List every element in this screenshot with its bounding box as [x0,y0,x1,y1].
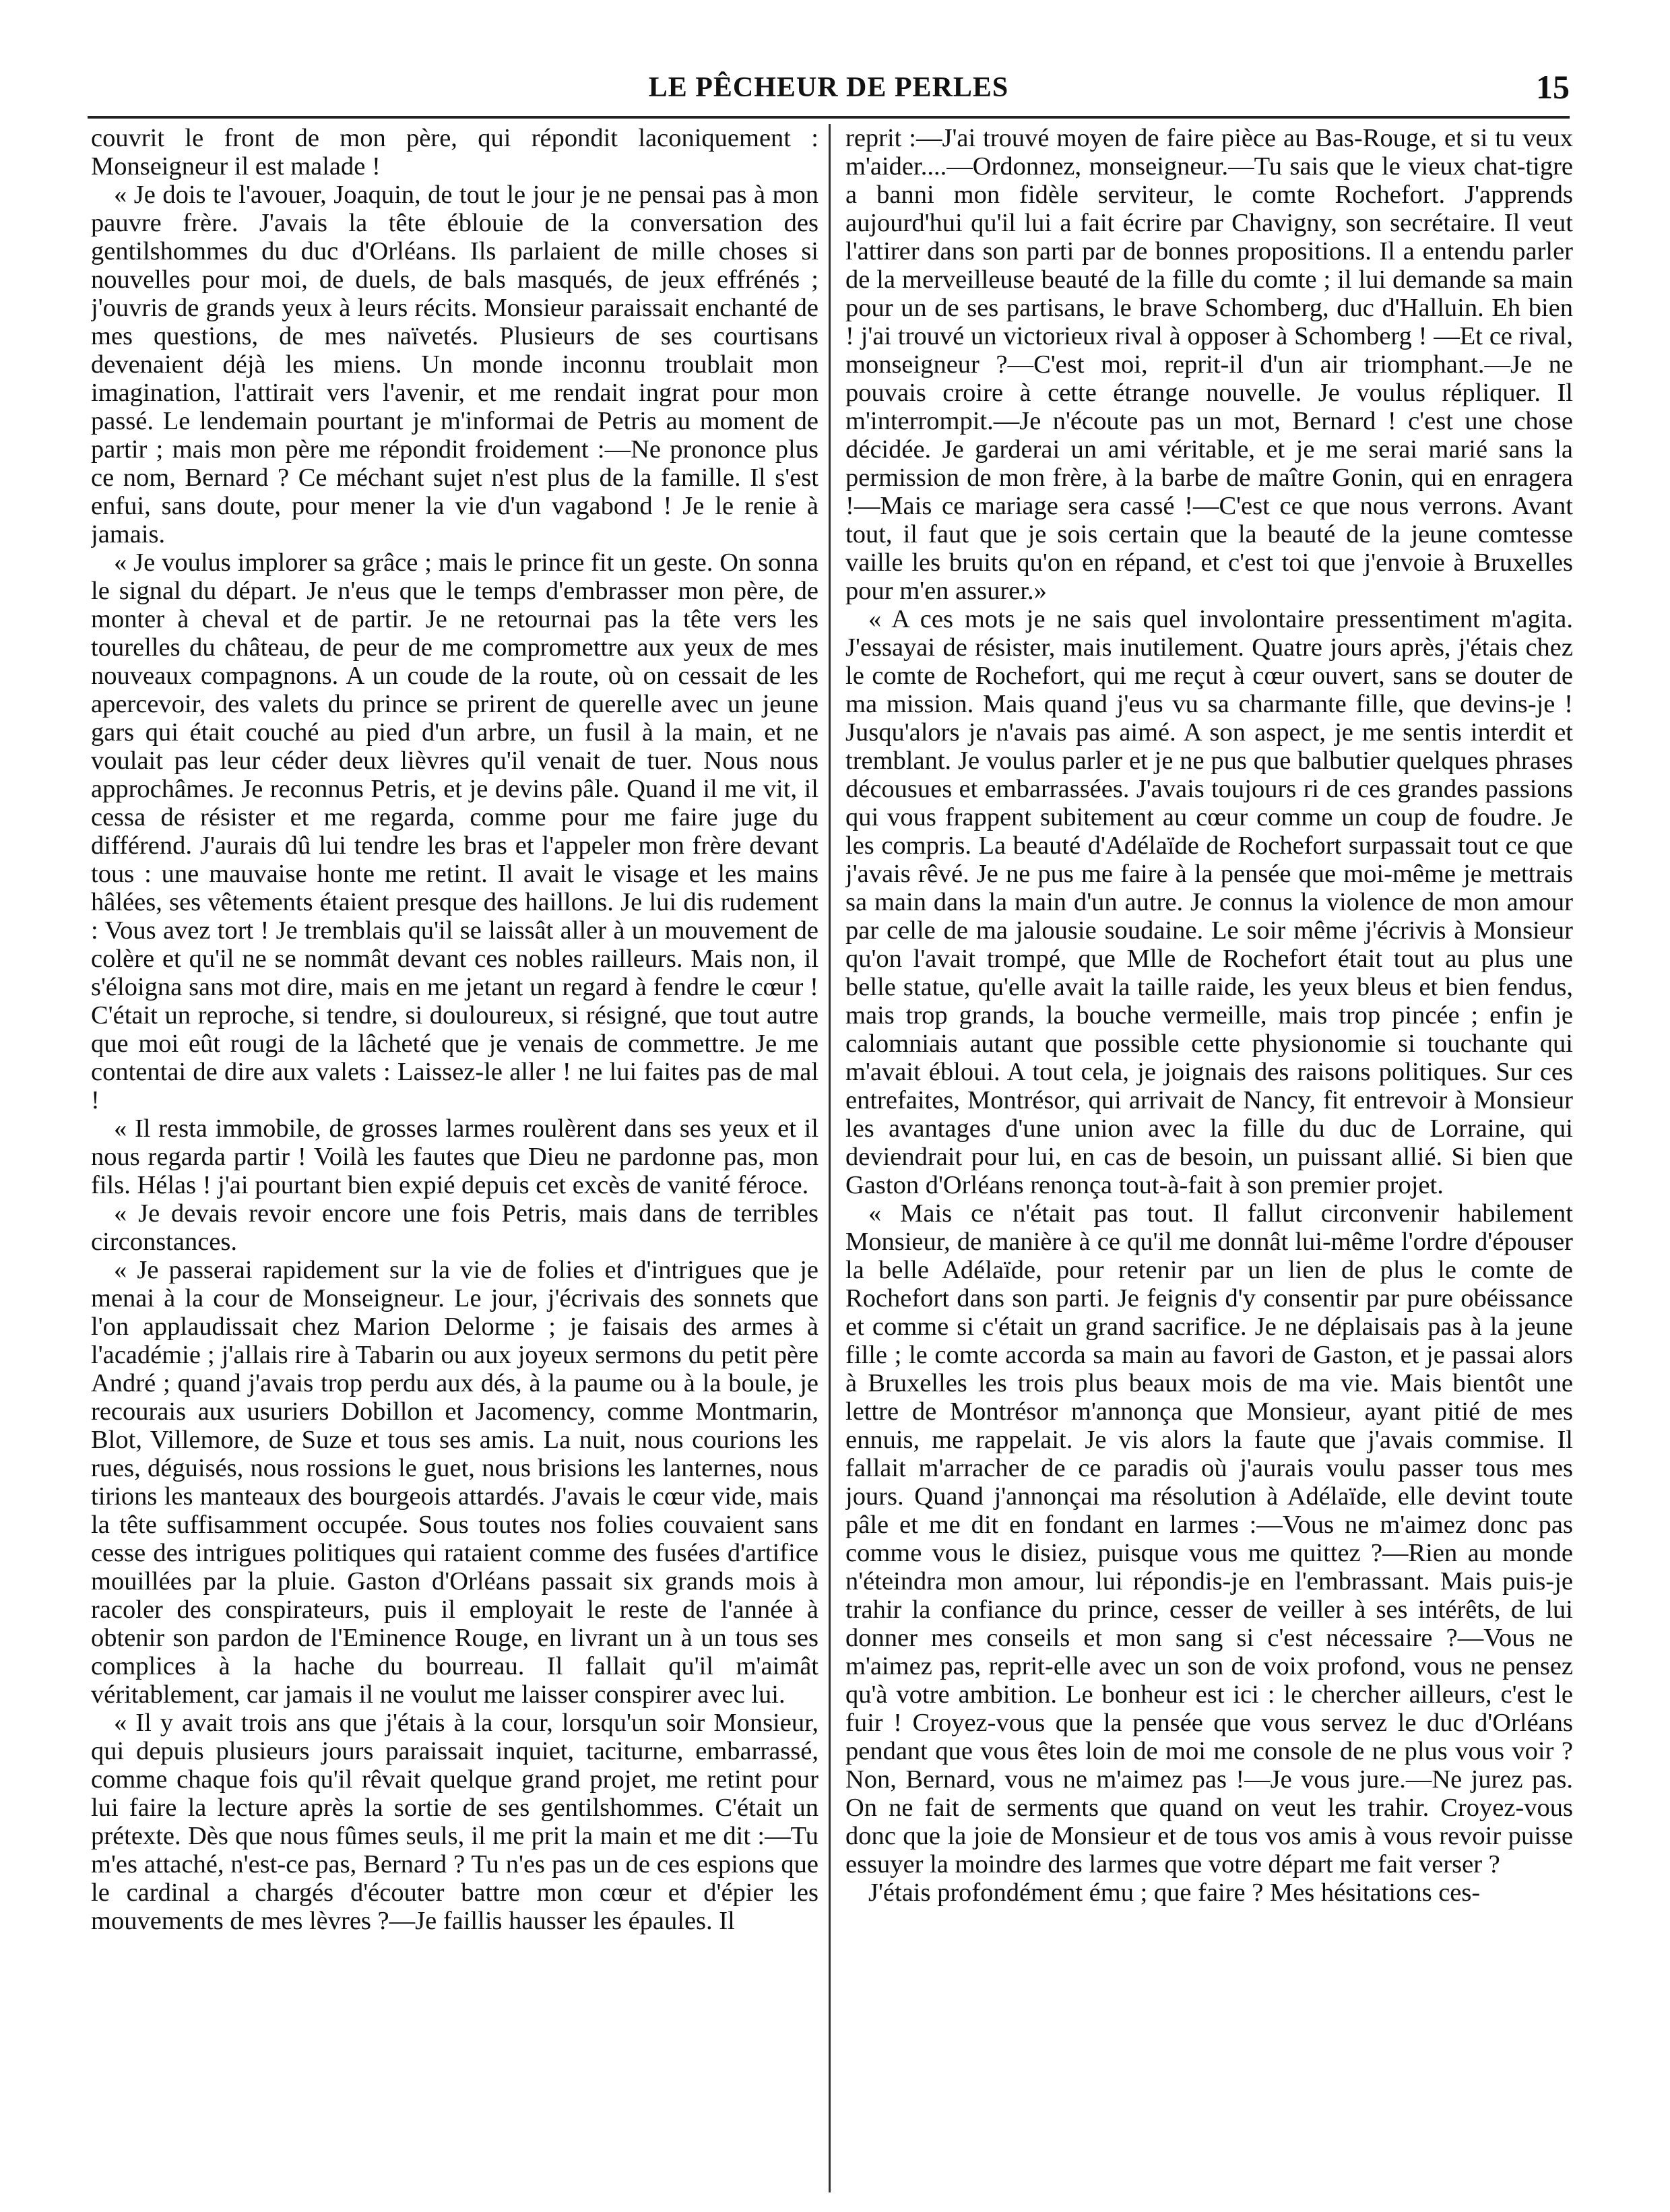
running-title: LE PÊCHEUR DE PERLES [648,72,1009,103]
paragraph: « Je devais revoir encore une fois Petris, mais dans de terribles circonstances. [91,1199,818,1256]
paragraph: « Mais ce n'était pas tout. Il fallut circonvenir habilement Monsieur, de manière à ce qu'il me donnât lui-même l'ordre d'épouser la belle Adélaïde, pour retenir par un lien de plus le comte de Rochefort dans son parti. Je feignis d'y consentir par pure obéissance et comme si c'était un grand sacrifice. Je ne déplaisais pas à la jeune fille ; le comte accorda sa main au favori de Gaston, et je passai alors à Bruxelles les trois plus beaux mois de ma vie. Mais bientôt une lettre de Montrésor m'annonça que Monsieur, ayant pitié de mes ennuis, me rappelait. Je vis alors la faute que j'avais commise. Il fallait m'arracher de ce paradis où j'aurais voulu passer tous mes jours. Quand j'annonçai ma résolution à Adélaïde, elle devint toute pâle et me dit en fondant en larmes :—Vous ne m'aimez donc pas comme vous le disiez, puisque vous me quittez ?—Rien au monde n'éteindra mon amour, lui répondis-je en l'embrassant. Mais puis-je trahir la confiance du prince, cesser de veiller à ses intérêts, de lui donner mes conseils et mon sang si c'est nécessaire ?—Vous ne m'aimez pas, reprit-elle avec un son de voix profond, vous ne pensez qu'à votre ambition. Le bonheur est ici : le chercher ailleurs, c'est le fuir ! Croyez-vous que la pensée que vous servez le duc d'Orléans pendant que vous êtes loin de moi me console de ne plus vous voir ? Non, Bernard, vous ne m'aimez pas !—Je vous jure.—Ne jurez pas. On ne fait de serments que quand on veut les trahir. Croyez-vous donc que la joie de Monsieur et de tous vos amis à vous revoir puisse essuyer la moindre des larmes que votre départ me fait verser ? [845,1199,1573,1878]
paragraph: « Je voulus implorer sa grâce ; mais le prince fit un geste. On sonna le signal du départ. Je n'eus que le temps d'embrasser mon père, de monter à cheval et de partir. Je ne retournai pas la tête vers les tourelles du château, de peur de me compromettre aux yeux de mes nouveaux compagnons. A un coude de la route, où on cessait de les apercevoir, des valets du prince se prirent de querelle avec un jeune gars qui était couché au pied d'un arbre, un fusil à la main, et ne voulait pas leur céder deux lièvres qu'il venait de tuer. Nous nous approchâmes. Je reconnus Petris, et je devins pâle. Quand il me vit, il cessa de résister et me regarda, comme pour me faire juge du différend. J'aurais dû lui tendre les bras et l'appeler mon frère devant tous : une mauvaise honte me retint. Il avait le visage et les mains hâlées, ses vêtements étaient presque des haillons. Je lui dis rudement : Vous avez tort ! Je tremblais qu'il se laissât aller à un mouvement de colère et qu'il ne se nommât devant ces nobles railleurs. Mais non, il s'éloigna sans mot dire, mais en me jetant un regard à fendre le cœur ! C'était un reproche, si tendre, si douloureux, si résigné, que tout autre que moi eût rougi de la lâcheté que je venais de commettre. Je me contentai de dire aux valets : Laissez-le aller ! ne lui faites pas de mal ! [91,548,818,1114]
paragraph: « Je passerai rapidement sur la vie de folies et d'intrigues que je menai à la cour de Monseigneur. Le jour, j'écrivais des sonnets que l'on applaudissait chez Marion Delorme ; je faisais des armes à l'académie ; j'allais rire à Tabarin ou aux joyeux sermons du petit père André ; quand j'avais trop perdu aux dés, à la paume ou à la boule, je recourais aux usuriers Dobillon et Jacomency, comme Montmarin, Blot, Villemore, de Suze et tous ses amis. La nuit, nous courions les rues, déguisés, nous rossions le guet, nous brisions les lanternes, nous tirions les manteaux des bourgeois attardés. J'avais le cœur vide, mais la tête suffisamment occupée. Sous toutes nos folies couvaient sans cesse des intrigues politiques qui rataient comme des fusées d'artifice mouillées par la pluie. Gaston d'Orléans passait six grands mois à racoler des conspirateurs, puis il employait le reste de l'année à obtenir son pardon de l'Eminence Rouge, en livrant un à un tous ses complices à la hache du bourreau. Il fallait qu'il m'aimât véritablement, car jamais il ne voulut me laisser conspirer avec lui. [91,1256,818,1709]
paragraph: J'étais profondément ému ; que faire ? Mes hésitations ces- [868,1878,1481,1907]
paragraph: « Je dois te l'avouer, Joaquin, de tout le jour je ne pensai pas à mon pauvre frère. J'avais la tête éblouie de la conversation des gentilshommes du duc d'Orléans. Ils parlaient de mille choses si nouvelles pour moi, de duels, de bals masqués, de jeux effrénés ; j'ouvris de grands yeux à leurs récits. Monsieur paraissait enchanté de mes questions, de mes naïvetés. Plusieurs de ses courtisans devenaient déjà les miens. Un monde inconnu troublait mon imagination, l'attirait vers l'avenir, et me rendait ingrat pour mon passé. Le lendemain pourtant je m'informai de Petris au moment de partir ; mais mon père me répondit froidement :—Ne prononce plus ce nom, Bernard ? Ce méchant sujet n'est plus de la famille. Il s'est enfui, sans doute, pour mener la vie d'un vagabond ! Je le renie à jamais. [91,181,818,548]
paragraph: « Il resta immobile, de grosses larmes roulèrent dans ses yeux et il nous regarda partir ! Voilà les fautes que Dieu ne pardonne pas, mon fils. Hélas ! j'ai pourtant bien expié depuis cet excès de vanité féroce. [91,1114,818,1199]
paragraph: « Il y avait trois ans que j'étais à la cour, lorsqu'un soir Monsieur, qui depuis plusieurs jours paraissait inquiet, taciturne, embarrassé, comme chaque fois qu'il rêvait quelque grand projet, me retint pour lui faire la lecture après la sortie de ses gentilshommes. C'était un prétexte. Dès que nous fûmes seuls, il me prit la main et me dit :—Tu m'es attaché, n'est-ce pas, Bernard ? Tu n'es pas un de ces espions que le cardinal a chargés d'écouter battre mon cœur et d'épier les mouvements de mes lèvres ?—Je faillis hausser les épaules. Il [91,1709,818,1935]
page-number: 15 [1536,68,1570,106]
running-head [88,66,1570,113]
left-column [91,124,818,2192]
right-column [845,124,1573,2192]
paragraph: « A ces mots je ne sais quel involontaire pressentiment m'agita. J'essayai de résister, mais inutilement. Quatre jours après, j'étais chez le comte de Rochefort, qui me reçut à cœur ouvert, sans se douter de ma mission. Mais quand j'eus vu sa charmante fille, que devins-je ! Jusqu'alors je n'avais pas aimé. A son aspect, je me sentis interdit et tremblant. Je voulus parler et je ne pus que balbutier quelques phrases décousues et embarrassées. J'avais toujours ri de ces grandes passions qui vous frappent subitement au cœur comme un coup de foudre. Je les compris. La beauté d'Adélaïde de Rochefort surpassait tout ce que j'avais rêvé. Je ne pus me faire à la pensée que moi-même je mettrais sa main dans la main d'un autre. Je connus la violence de mon amour par celle de ma jalousie soudaine. Le soir même j'écrivis à Monsieur qu'on l'avait trompé, que Mlle de Rochefort était tout au plus une belle statue, qu'elle avait la taille raide, les yeux bleus et bien fendus, mais trop grands, la bouche vermeille, mais trop pincée ; enfin je calomniais autant que possible cette physionomie si touchante qui m'avait ébloui. A tout cela, je joignais des raisons politiques. Sur ces entrefaites, Montrésor, qui arrivait de Nancy, fit entrevoir à Monsieur les avantages d'une union avec la fille du duc de Lorraine, qui deviendrait pour lui, en cas de besoin, un puissant allié. Si bien que Gaston d'Orléans renonça tout-à-fait à son premier projet. [845,605,1573,1199]
column-divider [829,124,831,2192]
paragraph: reprit :—J'ai trouvé moyen de faire pièce au Bas-Rouge, et si tu veux m'aider....—Ordonnez, monseigneur.—Tu sais que le vieux chat-tigre a banni mon fidèle serviteur, le comte Rochefort. J'apprends aujourd'hui qu'il lui a fait écrire par Chavigny, son secrétaire. Il veut l'attirer dans son parti par de bonnes propositions. Il a entendu parler de la merveilleuse beauté de la fille du comte ; il lui demande sa main pour un de ses partisans, le brave Schomberg, duc d'Halluin. Eh bien ! j'ai trouvé un victorieux rival à opposer à Schomberg ! —Et ce rival, monseigneur ?—C'est moi, reprit-il d'un air triomphant.—Je ne pouvais croire à cette étrange nouvelle. Je voulus répliquer. Il m'interrompit.—Je n'écoute pas un mot, Bernard ! c'est une chose décidée. Je garderai un ami véritable, et je me serai marié sans la permission de mon frère, à la barbe de maître Gonin, qui en enragera !—Mais ce mariage sera cassé !—C'est ce que nous verrons. Avant tout, il faut que je sois certain que la beauté de la jeune comtesse vaille les bruits qu'on en répand, et c'est toi que j'envoie à Bruxelles pour m'en assurer.» [845,124,1573,605]
paragraph: couvrit le front de mon père, qui répondit laconiquement : Monseigneur il est malade ! [91,124,818,181]
header-rule [88,116,1570,119]
